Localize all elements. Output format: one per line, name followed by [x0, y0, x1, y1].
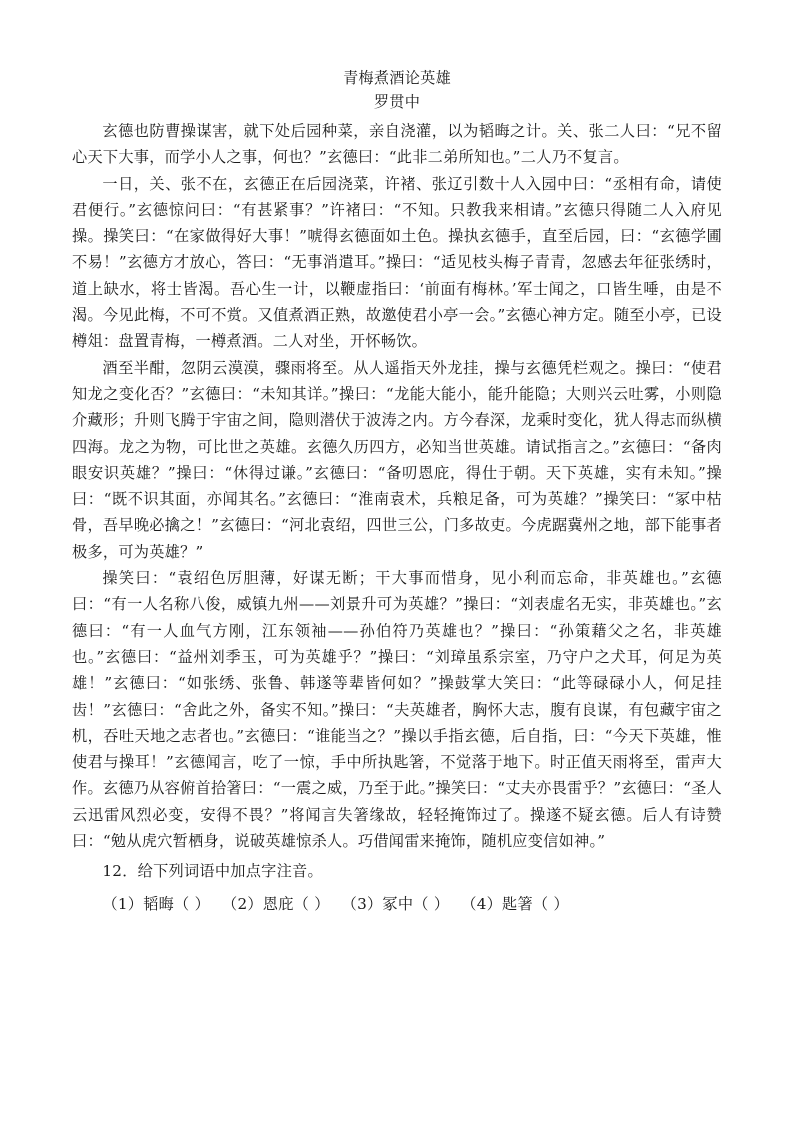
question-prompt: 12．给下列词语中加点字注音。 [102, 862, 323, 881]
paragraph-1: 玄德也防曹操谋害，就下处后园种菜，亲自浇灌，以为韬晦之计。关、张二人曰：“兄不留心天下大事，而学小人之事，何也？”玄德曰：“此非二弟所知也。”二人乃不复言。 [72, 122, 722, 167]
paragraph-4: 操笑曰：“袁绍色厉胆薄，好谋无断；干大事而惜身，见小利而忘命，非英雄也。”玄德曰：“有一人名称八俊，威镇九州——刘景升可为英雄？”操曰：“刘表虚名无实，非英雄也。”玄德曰：“有一人血气方刚，江东领袖——孙伯符乃英雄也？”操曰：“孙策藉父之名，非英雄也。”玄德曰：“益州刘季玉，可为英雄乎？”操曰：“刘璋虽系宗室，乃守户之犬耳，何足为英雄！”玄德曰：“如张绣、张鲁、韩遂等辈皆何如？”操鼓掌大笑曰：“此等碌碌小人，何足挂齿！”玄德曰：“舍此之外，备实不知。”操曰：“夫英雄者，胸怀大志，腹有良谋，有包藏宇宙之机，吞吐天地之志者也。”玄德曰：“谁能当之？”操以手指玄德，后自指，曰：“今天下英雄，惟使君与操耳！”玄德闻言，吃了一惊，手中所执匙箸，不觉落于地下。时正值天雨将至，雷声大作。玄德乃从容俯首拾箸曰：“一震之威，乃至于此。”操笑曰：“丈夫亦畏雷乎？”玄德曰：“圣人云迅雷风烈必变，安得不畏？”将闻言失箸缘故，轻轻掩饰过了。操遂不疑玄德。后人有诗赞曰：“勉从虎穴暂栖身，说破英雄惊杀人。巧借闻雷来掩饰，随机应变信如神。” [72, 569, 722, 851]
paragraph-3: 酒至半酣，忽阴云漠漠，骤雨将至。从人遥指天外龙挂，操与玄德凭栏观之。操曰：“使君知龙之变化否？”玄德曰：“未知其详。”操曰：“龙能大能小，能升能隐；大则兴云吐雾，小则隐介藏形；升则飞腾于宇宙之间，隐则潜伏于波涛之内。方今春深，龙乘时变化，犹人得志而纵横四海。龙之为物，可比世之英雄。玄德久历四方，必知当世英雄。请试指言之。”玄德曰：“备肉眼安识英雄？”操曰：“休得过谦。”玄德曰：“备叨恩庇，得仕于朝。天下英雄，实有未知。”操曰：“既不识其面，亦闻其名。”玄德曰：“淮南袁术，兵粮足备，可为英雄？”操笑曰：“冢中枯骨，吾早晚必擒之！”玄德曰：“河北袁绍，四世三公，门多故吏。今虎踞冀州之地，部下能事者极多，可为英雄？” [72, 358, 722, 561]
document-author: 罗贯中 [373, 93, 421, 111]
question-option-2: （2）恩庇（ ） [222, 894, 330, 913]
question-options [72, 891, 722, 917]
paragraph-2: 一日，关、张不在，玄德正在后园浇菜，许褚、张辽引数十人入园中曰：“丞相有命，请使君便行。”玄德惊问曰：“有甚紧事？”许褚曰：“不知。只教我来相请。”玄德只得随二人入府见操。操笑曰：“在家做得好大事！”唬得玄德面如土色。操执玄德手，直至后园，曰：“玄德学圃不易！”玄德方才放心，答曰：“无事消遣耳。”操曰：“适见枝头梅子青青，忽感去年征张绣时，道上缺水，将士皆渴。吾心生一计，以鞭虚指曰：‘前面有梅林。’军士闻之，口皆生唾，由是不渴。今见此梅，不可不赏。又值煮酒正熟，故邀使君小亭一会。”玄德心神方定。随至小亭，已设樽俎：盘置青梅，一樽煮酒。二人对坐，开怀畅饮。 [72, 174, 722, 351]
question-option-1: （1）韬晦（ ） [102, 894, 211, 913]
question-option-4: （4）匙箸（ ） [461, 894, 569, 913]
document-title: 青梅煮酒论英雄 [342, 69, 452, 87]
question-option-3: （3）冢中（ ） [341, 894, 450, 913]
document-page [72, 66, 722, 917]
